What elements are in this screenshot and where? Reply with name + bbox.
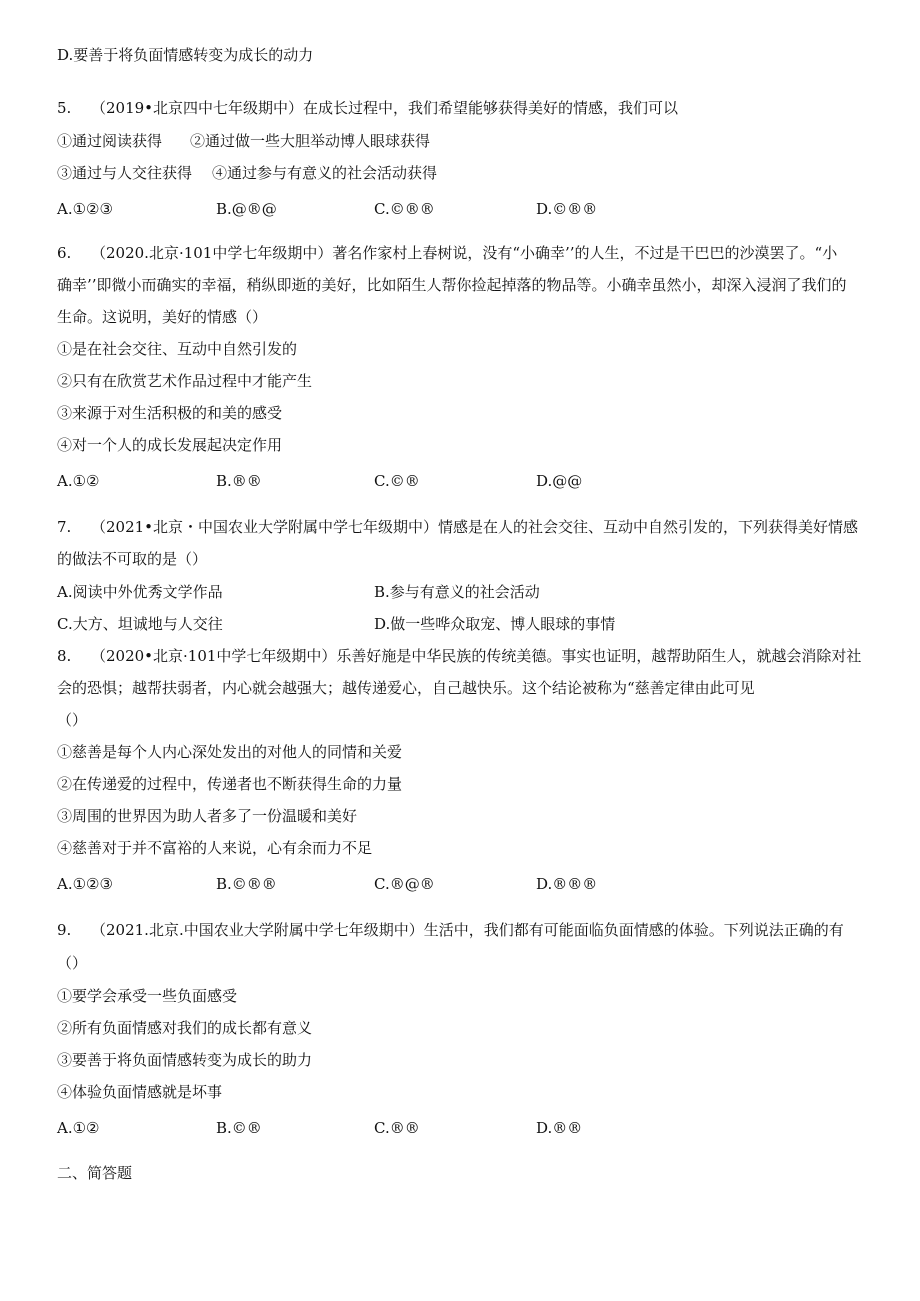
question-5-number: 5. (57, 99, 72, 117)
question-5-text: （2019•北京四中七年级期中）在成长过程中，我们希望能够获得美好的情感，我们可以 (91, 99, 679, 117)
question-8-stem-line-2: 会的恐惧；越帮扶弱者，内心就会越强大；越传递爱心，自己越快乐。这个结论被称为“慈善定律由此可见 (57, 679, 755, 697)
question-8-item-2: ②在传递爱的过程中，传递者也不断获得生命的力量 (57, 775, 403, 793)
question-8-number: 8. (57, 647, 72, 665)
question-6-text-1: （2020.北京·101中学七年级期中）著名作家村上春树说，没有“小确幸’’的人生，不过是干巴巴的沙漠罢了。“小 (91, 244, 838, 262)
question-8-stem-line-1 (57, 645, 874, 667)
question-7-option-c[interactable]: C.大方、坦诚地与人交往 (57, 615, 223, 633)
question-5-item-1: ①通过阅读获得 (57, 132, 163, 150)
question-5-item-4: ④通过参与有意义的社会活动获得 (212, 164, 438, 182)
option-d-previous: D.要善于将负面情感转变为成长的动力 (57, 46, 314, 64)
question-6-item-2: ②只有在欣赏艺术作品过程中才能产生 (57, 372, 313, 390)
question-9-option-b[interactable]: B.©® (216, 1119, 262, 1137)
question-5-option-a[interactable]: A.①②③ (57, 200, 113, 218)
question-8-item-3: ③周围的世界因为助人者多了一份温暖和美好 (57, 807, 358, 825)
question-5-option-b[interactable]: B.@®@ (216, 200, 277, 218)
question-9-item-1: ①要学会承受一些负面感受 (57, 987, 238, 1005)
question-6-stem-line-2: 确幸’’即微小而确实的幸福，稍纵即逝的美好，比如陌生人帮你捡起掉落的物品等。小确幸虽然小，却深入浸润了我们的 (57, 276, 847, 294)
question-8-text-1: （2020•北京·101中学七年级期中）乐善好施是中华民族的传统美德。事实也证明，越帮助陌生人，就越会消除对社 (91, 647, 862, 665)
question-5-option-d[interactable]: D.©®® (536, 200, 598, 218)
question-9-stem-line-2: （） (57, 954, 88, 972)
question-7-option-b[interactable]: B.参与有意义的社会活动 (374, 583, 540, 601)
question-7-option-d[interactable]: D.做一些哗众取宠、博人眼球的事情 (374, 615, 616, 633)
question-6-item-4: ④对一个人的成长发展起决定作用 (57, 436, 283, 454)
question-8-option-a[interactable]: A.①②③ (57, 875, 113, 893)
question-9-option-d[interactable]: D.®® (536, 1119, 583, 1137)
question-9-item-3: ③要善于将负面情感转变为成长的助力 (57, 1051, 313, 1069)
question-8-option-b[interactable]: B.©®® (216, 875, 277, 893)
question-9-option-c[interactable]: C.®® (374, 1119, 420, 1137)
question-8-stem-line-3: （） (57, 711, 88, 729)
question-8-option-c[interactable]: C.®@® (374, 875, 435, 893)
question-6-number: 6. (57, 244, 72, 262)
question-6-stem-line-1 (57, 242, 874, 264)
question-6-option-c[interactable]: C.©® (374, 472, 420, 490)
section-title: 二、简答题 (57, 1164, 133, 1182)
question-5-items-row-1 (57, 130, 874, 152)
question-7-option-a[interactable]: A.阅读中外优秀文学作品 (57, 583, 223, 601)
question-5-option-c[interactable]: C.©®® (374, 200, 435, 218)
question-7-stem-line-2: 的做法不可取的是（） (57, 550, 208, 568)
question-5-item-3: ③通过与人交往获得 (57, 164, 193, 182)
question-5-items-row-2 (57, 162, 874, 184)
question-9-stem-line-1 (57, 919, 874, 941)
question-6-stem-line-3: 生命。这说明，美好的情感（） (57, 308, 268, 326)
question-8-item-1: ①慈善是每个人内心深处发出的对他人的同情和关爱 (57, 743, 403, 761)
question-6-item-3: ③来源于对生活积极的和美的感受 (57, 404, 283, 422)
question-6-item-1: ①是在社会交往、互动中自然引发的 (57, 340, 298, 358)
question-9-option-a[interactable]: A.①② (57, 1119, 100, 1137)
question-7-text-1: （2021•北京・中国农业大学附属中学七年级期中）情感是在人的社会交往、互动中自然引发的，下列获得美好情感 (91, 518, 859, 536)
question-9-item-2: ②所有负面情感对我们的成长都有意义 (57, 1019, 313, 1037)
question-6-option-d[interactable]: D.@@ (536, 472, 583, 490)
question-6-option-b[interactable]: B.®® (216, 472, 262, 490)
question-7-stem-line-1 (57, 516, 874, 538)
question-7-number: 7. (57, 518, 72, 536)
question-5-stem (57, 97, 874, 119)
question-6-option-a[interactable]: A.①② (57, 472, 100, 490)
question-9-item-4: ④体验负面情感就是坏事 (57, 1083, 223, 1101)
question-9-text-1: （2021.北京.中国农业大学附属中学七年级期中）生活中，我们都有可能面临负面情感的体验。下列说法正确的有 (91, 921, 844, 939)
question-5-item-2: ②通过做一些大胆举动博人眼球获得 (190, 132, 431, 150)
question-9-number: 9. (57, 921, 72, 939)
question-8-item-4: ④慈善对于并不富裕的人来说，心有余而力不足 (57, 839, 373, 857)
question-8-option-d[interactable]: D.®®® (536, 875, 598, 893)
